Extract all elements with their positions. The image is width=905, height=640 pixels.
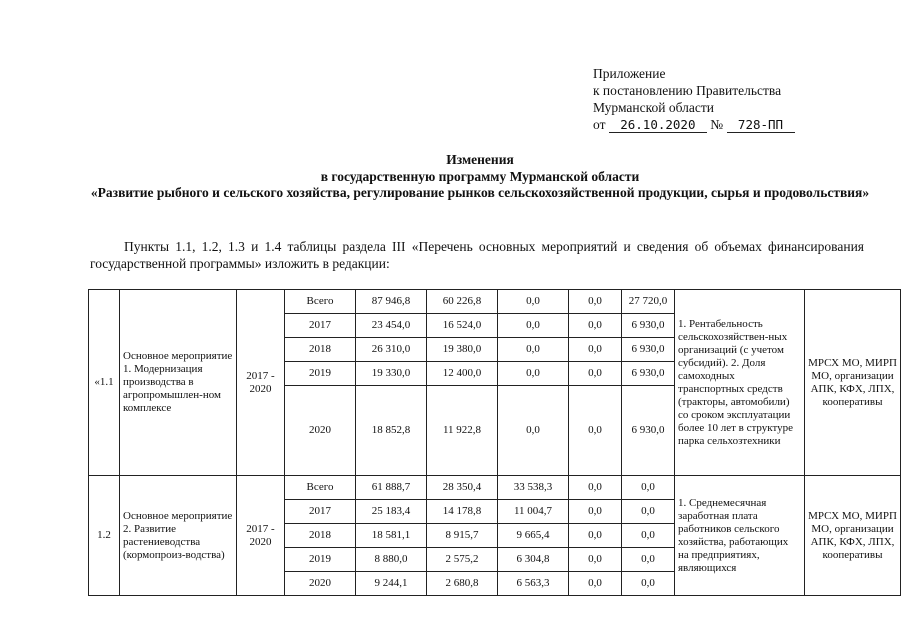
year-label: 2020 [285,386,356,476]
title-line-3: «Развитие рыбного и сельского хозяйства, регулирование рынков сельскохозяйственной продукции, сырья и продовольствия» [90,185,870,200]
regional-cell: 2 680,8 [427,572,498,596]
local-cell: 0,0 [569,314,622,338]
row-number: 1.2 [89,476,120,596]
measure-name: Основное мероприятие 2. Развитие растениеводства (кормопроиз-водства) [120,476,237,596]
total-cell: 18 852,8 [356,386,427,476]
other-cell: 0,0 [622,572,675,596]
intro-paragraph: Пункты 1.1, 1.2, 1.3 и 1.4 таблицы раздела III «Перечень основных мероприятий и сведения об объемах финансирования государственной программы» изложить в редакции: [90,239,864,271]
local-cell: 0,0 [569,476,622,500]
program-table [88,289,901,596]
local-cell: 0,0 [569,338,622,362]
table-row [89,290,901,314]
regional-cell: 12 400,0 [427,362,498,386]
date-number-line [593,116,795,133]
total-cell: 18 581,1 [356,524,427,548]
date-prefix: от [593,117,606,132]
resolution-number: 728-ПП [727,118,795,133]
federal-cell: 33 538,3 [498,476,569,500]
total-cell: 9 244,1 [356,572,427,596]
resolution-line: к постановлению Правительства [593,83,782,98]
regional-cell: 8 915,7 [427,524,498,548]
year-label: 2019 [285,548,356,572]
table-row [89,476,901,500]
federal-cell: 6 304,8 [498,548,569,572]
other-cell: 6 930,0 [622,362,675,386]
local-cell: 0,0 [569,572,622,596]
other-cell: 6 930,0 [622,314,675,338]
other-cell: 0,0 [622,476,675,500]
other-cell: 27 720,0 [622,290,675,314]
year-label: 2017 [285,314,356,338]
row-number: «1.1 [89,290,120,476]
federal-cell: 0,0 [498,314,569,338]
other-cell: 0,0 [622,548,675,572]
indicators-cell: 1. Среднемесячная заработная плата работников сельского хозяйства, работающих на предприятиях, являющихся [675,476,805,596]
local-cell: 0,0 [569,290,622,314]
regional-cell: 60 226,8 [427,290,498,314]
year-label: 2018 [285,338,356,362]
total-cell: 23 454,0 [356,314,427,338]
total-cell: 8 880,0 [356,548,427,572]
title-line-2: в государственную программу Мурманской области [320,168,640,184]
total-cell: 25 183,4 [356,500,427,524]
year-label: Всего [285,476,356,500]
regional-cell: 2 575,2 [427,548,498,572]
appendix-header [593,65,795,133]
federal-cell: 0,0 [498,362,569,386]
federal-cell: 0,0 [498,338,569,362]
year-label: 2020 [285,572,356,596]
total-cell: 26 310,0 [356,338,427,362]
resolution-date: 26.10.2020 [609,118,707,133]
local-cell: 0,0 [569,548,622,572]
regional-cell: 28 350,4 [427,476,498,500]
other-cell: 6 930,0 [622,386,675,476]
local-cell: 0,0 [569,524,622,548]
regional-cell: 19 380,0 [427,338,498,362]
local-cell: 0,0 [569,386,622,476]
other-cell: 0,0 [622,524,675,548]
indicators-cell: 1. Рентабельность сельскохозяйствен-ных организаций (с учетом субсидий). 2. Доля самоходных транспортных средств (тракторы, автомобили) со сроком эксплуатации более 10 лет в структуре парка сельхозтехники [675,290,805,476]
appendix-label: Приложение [593,66,666,81]
measure-period: 2017 - 2020 [237,476,285,596]
total-cell: 19 330,0 [356,362,427,386]
year-label: Всего [285,290,356,314]
other-cell: 6 930,0 [622,338,675,362]
measure-period: 2017 - 2020 [237,290,285,476]
year-label: 2018 [285,524,356,548]
federal-cell: 0,0 [498,290,569,314]
executors-cell: МРСХ МО, МИРП МО, организации АПК, КФХ, ЛПХ, кооперативы [805,476,901,596]
document-title [90,152,870,202]
federal-cell: 11 004,7 [498,500,569,524]
regional-cell: 14 178,8 [427,500,498,524]
number-prefix: № [710,117,724,132]
executors-cell: МРСХ МО, МИРП МО, организации АПК, КФХ, ЛПХ, кооперативы [805,290,901,476]
year-label: 2017 [285,500,356,524]
local-cell: 0,0 [569,500,622,524]
title-line-1: Изменения [446,152,514,167]
year-label: 2019 [285,362,356,386]
federal-cell: 0,0 [498,386,569,476]
region-line: Мурманской области [593,100,714,115]
total-cell: 61 888,7 [356,476,427,500]
federal-cell: 6 563,3 [498,572,569,596]
local-cell: 0,0 [569,362,622,386]
regional-cell: 16 524,0 [427,314,498,338]
regional-cell: 11 922,8 [427,386,498,476]
other-cell: 0,0 [622,500,675,524]
total-cell: 87 946,8 [356,290,427,314]
measure-name: Основное мероприятие 1. Модернизация производства в агропромышлен-ном комплексе [120,290,237,476]
federal-cell: 9 665,4 [498,524,569,548]
